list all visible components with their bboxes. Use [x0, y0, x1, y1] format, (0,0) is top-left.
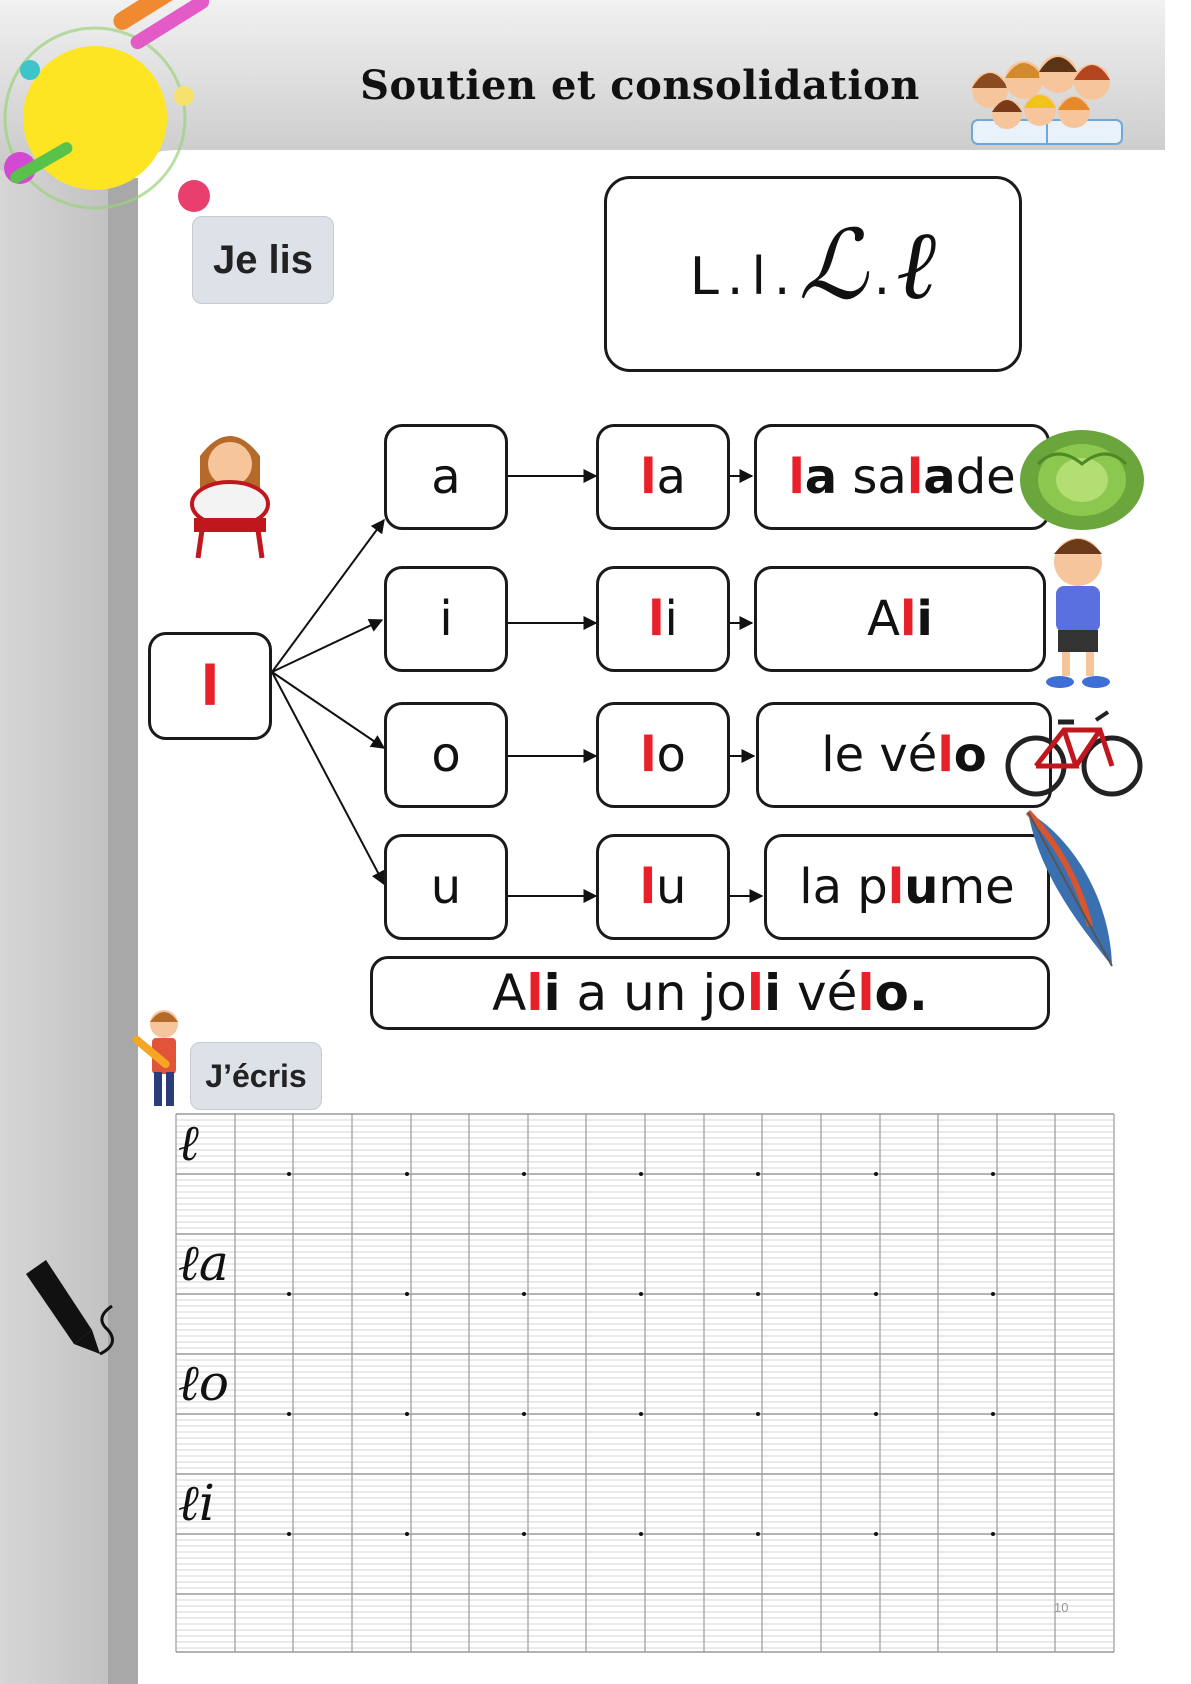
word-part: l [788, 449, 805, 505]
writing-dot [991, 1172, 995, 1176]
syllable-consonant: l [640, 727, 657, 783]
section-tag-write: J’écris [190, 1042, 322, 1110]
sentence-part: vé [781, 964, 858, 1022]
writing-dot [874, 1532, 878, 1536]
page-number: 10 [1054, 1600, 1069, 1615]
writing-dot [756, 1292, 760, 1296]
word-part: a [923, 449, 956, 505]
writing-model: ℓo [178, 1354, 229, 1412]
syllable-box [596, 702, 730, 808]
letter-print-lower: l [751, 247, 766, 307]
syllable-vowel: i [664, 591, 678, 647]
writing-model: ℓa [178, 1234, 229, 1292]
syllable-box [596, 566, 730, 672]
sentence-part: a un jo [560, 964, 747, 1022]
word-part: i [916, 591, 933, 647]
sentence-part: l [857, 964, 875, 1022]
word-part: l [899, 591, 917, 647]
word-part: le vé [821, 727, 938, 783]
writing-dot [287, 1172, 291, 1176]
page-title: Soutien et consolidation [360, 62, 920, 109]
writing-dot [639, 1292, 643, 1296]
syllable-vowel: a [656, 449, 686, 505]
writing-model: ℓi [178, 1474, 215, 1532]
word-part: o [953, 727, 987, 783]
sentence-box [370, 956, 1050, 1030]
writing-dot [639, 1532, 643, 1536]
lettuce-image [1018, 424, 1146, 532]
writing-dot [522, 1172, 526, 1176]
sentence-part: l [746, 964, 764, 1022]
writing-dot [639, 1172, 643, 1176]
root-letter-box [148, 632, 272, 740]
vowel-letter: i [439, 591, 453, 647]
word-box [764, 834, 1050, 940]
writing-dot [405, 1532, 409, 1536]
syllable-consonant: l [639, 859, 657, 915]
letter-script-lower: ℓ [896, 209, 937, 321]
feather-image [1020, 806, 1120, 970]
vowel-letter: a [431, 449, 461, 505]
writing-model: ℓ [178, 1114, 199, 1172]
writing-dot [991, 1292, 995, 1296]
separator-dot: . [726, 247, 744, 307]
word-part: a [804, 449, 838, 505]
bicycle-image [1004, 706, 1144, 798]
fountain-pen-icon [18, 1260, 118, 1364]
word-part: la p [799, 859, 888, 915]
vowel-box [384, 834, 508, 940]
vowel-box [384, 566, 508, 672]
writing-dot [522, 1292, 526, 1296]
grid-lines [176, 1114, 1114, 1652]
word-part: l [887, 859, 905, 915]
section-tag-read: Je lis [192, 216, 334, 304]
sentence-part: i [543, 964, 561, 1022]
syllable-vowel: o [656, 727, 686, 783]
word-part: u [904, 859, 939, 915]
root-letter: l [200, 654, 220, 718]
writing-dot [522, 1412, 526, 1416]
word-part: sa [837, 449, 907, 505]
separator-dot: . [873, 247, 891, 307]
writing-dot [522, 1532, 526, 1536]
word-part: A [867, 591, 900, 647]
writing-dot [874, 1292, 878, 1296]
sentence-part: A [492, 964, 527, 1022]
writing-dot [756, 1412, 760, 1416]
word-part: l [937, 727, 954, 783]
writing-dot [405, 1172, 409, 1176]
sentence-part: o. [874, 964, 928, 1022]
syllable-box [596, 424, 730, 530]
sentence-part: l [526, 964, 544, 1022]
writing-dot [756, 1532, 760, 1536]
syllable-vowel: u [656, 859, 687, 915]
writing-dot [639, 1412, 643, 1416]
writing-dot [756, 1172, 760, 1176]
word-part: de [955, 449, 1016, 505]
word-box [754, 566, 1046, 672]
vowel-letter: u [430, 859, 462, 915]
writing-grid [176, 1114, 1114, 1652]
sentence-part: i [763, 964, 782, 1022]
letter-print-upper: L [689, 247, 719, 307]
vowel-box [384, 702, 508, 808]
vowel-box [384, 424, 508, 530]
separator-dot: . [773, 247, 791, 307]
writing-dot [287, 1532, 291, 1536]
writing-dot [405, 1292, 409, 1296]
writing-dot [874, 1412, 878, 1416]
writing-dot [991, 1532, 995, 1536]
word-box [754, 424, 1050, 530]
word-part: me [938, 859, 1015, 915]
writing-dot [874, 1172, 878, 1176]
syllable-box [596, 834, 730, 940]
girl-writing-image [134, 1006, 194, 1110]
syllable-consonant: l [648, 591, 665, 647]
writing-dot [405, 1412, 409, 1416]
boy-image [1030, 532, 1120, 688]
letter-script-upper: ℒ [798, 209, 868, 321]
writing-dot [991, 1412, 995, 1416]
vowel-letter: o [431, 727, 461, 783]
writing-dot [287, 1412, 291, 1416]
writing-dot [287, 1292, 291, 1296]
word-part: l [906, 449, 924, 505]
syllable-consonant: l [640, 449, 657, 505]
